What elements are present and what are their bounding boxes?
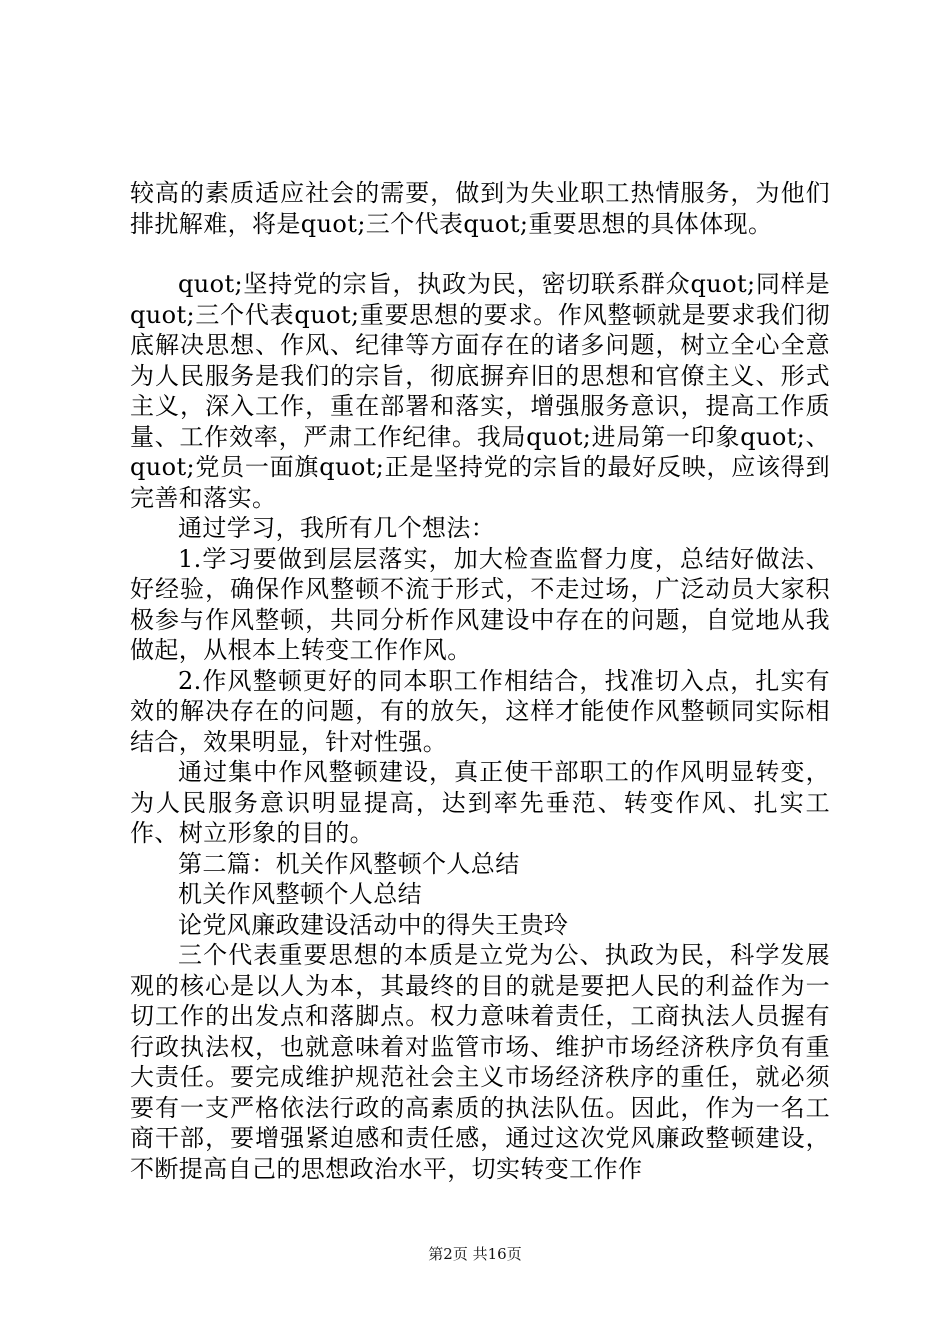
page-footer [0, 1244, 950, 1264]
section-heading: 第二篇：机关作风整顿个人总结 [178, 849, 520, 878]
list-item-1: 1.学习要做到层层落实，加大检查监督力度，总结好做法、好经验，确保作风整顿不流于形式，不走过场，广泛动员大家积极参与作风整顿，共同分析作风建设中存在的问题，自觉地从我做起，从根本上转变工作作风。 [130, 544, 830, 664]
article-title: 论党风廉政建设活动中的得失王贵玲 [178, 910, 569, 939]
page-number-label: 第2页 共16页 [428, 1245, 522, 1263]
paragraph-2: quot;坚持党的宗旨，执政为民，密切联系群众quot;同样是quot;三个代表quot;重要思想的要求。作风整顿就是要求我们彻底解决思想、作风、纪律等方面存在的诸多问题，树立全心全意为人民服务是我们的宗旨，彻底摒弃旧的思想和官僚主义、形式主义，深入工作，重在部署和落实，增强服务意识，提高工作质量、工作效率，严肃工作纪律。我局quot;进局第一印象quot;、quot;党员一面旗quot;正是坚持党的宗旨的最好反映，应该得到完善和落实。 [130, 270, 830, 512]
list-item-2: 2.作风整顿更好的同本职工作相结合，找准切入点，扎实有效的解决存在的问题，有的放矢，这样才能使作风整顿同实际相结合，效果明显，针对性强。 [130, 666, 830, 756]
section-subtitle: 机关作风整顿个人总结 [178, 880, 422, 908]
paragraph-3: 通过学习，我所有几个想法： [178, 514, 496, 542]
document-body [130, 178, 830, 1184]
paragraph-conclusion: 通过集中作风整顿建设，真正使干部职工的作风明显转变，为人民服务意识明显提高，达到率先垂范、转变作风、扎实工作、树立形象的目的。 [130, 758, 830, 847]
paragraph-article-body: 三个代表重要思想的本质是立党为公、执政为民，科学发展观的核心是以人为本，其最终的目的就是要把人民的利益作为一切工作的出发点和落脚点。权力意味着责任，工商执法人员握有行政执法权，也就意味着对监管市场、维护市场经济秩序负有重大责任。要完成维护规范社会主义市场经济秩序的重任，就必须要有一支严格依法行政的高素质的执法队伍。因此，作为一名工商干部，要增强紧迫感和责任感，通过这次党风廉政整顿建设，不断提高自己的思想政治水平，切实转变工作作 [130, 941, 830, 1183]
paragraph-1: 较高的素质适应社会的需要，做到为失业职工热情服务，为他们排扰解难，将是quot;三个代表quot;重要思想的具体体现。 [130, 179, 830, 238]
